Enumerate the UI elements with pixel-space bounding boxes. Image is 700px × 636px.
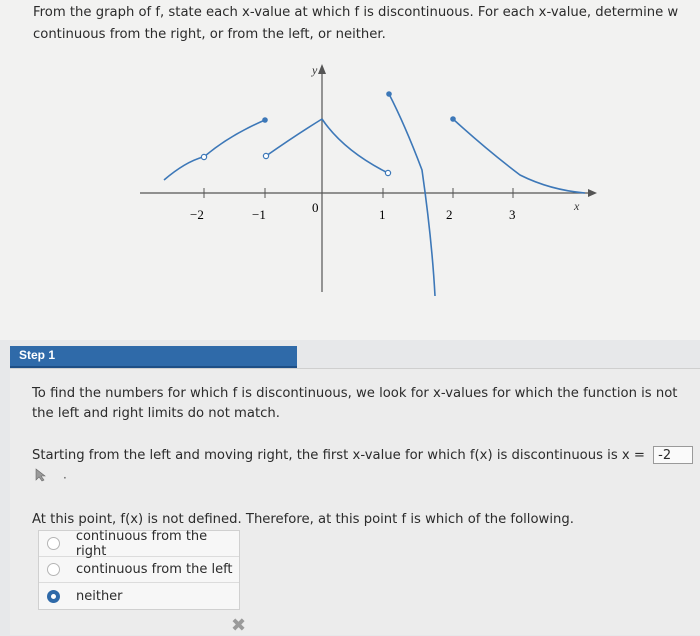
explanation-line-2: the left and right limits do not match. xyxy=(32,406,280,421)
tick-label: 0 xyxy=(312,200,319,215)
separator-dot: · xyxy=(63,471,67,485)
radio-button-selected[interactable] xyxy=(47,590,60,603)
problem-line-2: continuous from the right, or from the left, or neither. xyxy=(33,27,386,42)
tick-label: 2 xyxy=(446,207,453,222)
step-header xyxy=(10,346,297,368)
classification-question: At this point, f(x) is not defined. Therefore, at this point f is which of the following. xyxy=(32,512,574,527)
open-endpoint xyxy=(201,154,206,159)
tick-label: −2 xyxy=(190,207,204,222)
option-neither[interactable] xyxy=(39,583,239,609)
option-label: continuous from the right xyxy=(75,528,208,559)
y-axis-arrow xyxy=(318,64,326,74)
open-endpoint xyxy=(263,153,268,158)
option-label: continuous from the left xyxy=(76,562,233,577)
cursor-icon xyxy=(34,468,48,482)
step-explanation xyxy=(32,384,700,424)
closed-endpoint xyxy=(262,117,268,123)
answer-input[interactable]: -2 xyxy=(653,446,693,464)
radio-button[interactable] xyxy=(47,537,60,550)
answer-options xyxy=(38,530,240,610)
cross-icon: ✖ xyxy=(231,615,247,636)
option-continuous-left[interactable] xyxy=(39,557,239,583)
option-label: neither xyxy=(76,588,123,604)
tick-label: 1 xyxy=(379,207,386,222)
question-text: Starting from the left and moving right, the first x-value for which f(x) is discontinuous is x = xyxy=(32,448,645,463)
curve-segment xyxy=(322,119,386,172)
radio-button[interactable] xyxy=(47,563,60,576)
y-axis-label: y xyxy=(312,63,318,77)
problem-line-1: From the graph of f, state each x-value at which f is discontinuous. For each x-value, determine w xyxy=(33,5,679,20)
option-continuous-right[interactable] xyxy=(39,528,239,559)
curve-segment xyxy=(389,94,435,296)
open-endpoint xyxy=(385,170,390,175)
x-axis-label: x xyxy=(574,199,580,213)
closed-endpoint xyxy=(386,91,392,97)
first-discontinuity-question xyxy=(32,446,700,466)
curve-segment xyxy=(266,119,322,156)
curve-segment xyxy=(164,157,203,180)
curve-segment xyxy=(205,120,265,156)
x-axis-arrow xyxy=(588,189,597,197)
explanation-line-1: To find the numbers for which f is discontinuous, we look for x-values for which the function is not xyxy=(32,386,678,401)
tick-label: 3 xyxy=(509,207,516,222)
closed-endpoint xyxy=(450,116,456,122)
step-label: Step 1 xyxy=(19,348,56,362)
tick-label: −1 xyxy=(252,207,266,222)
curve-segment xyxy=(453,119,585,193)
